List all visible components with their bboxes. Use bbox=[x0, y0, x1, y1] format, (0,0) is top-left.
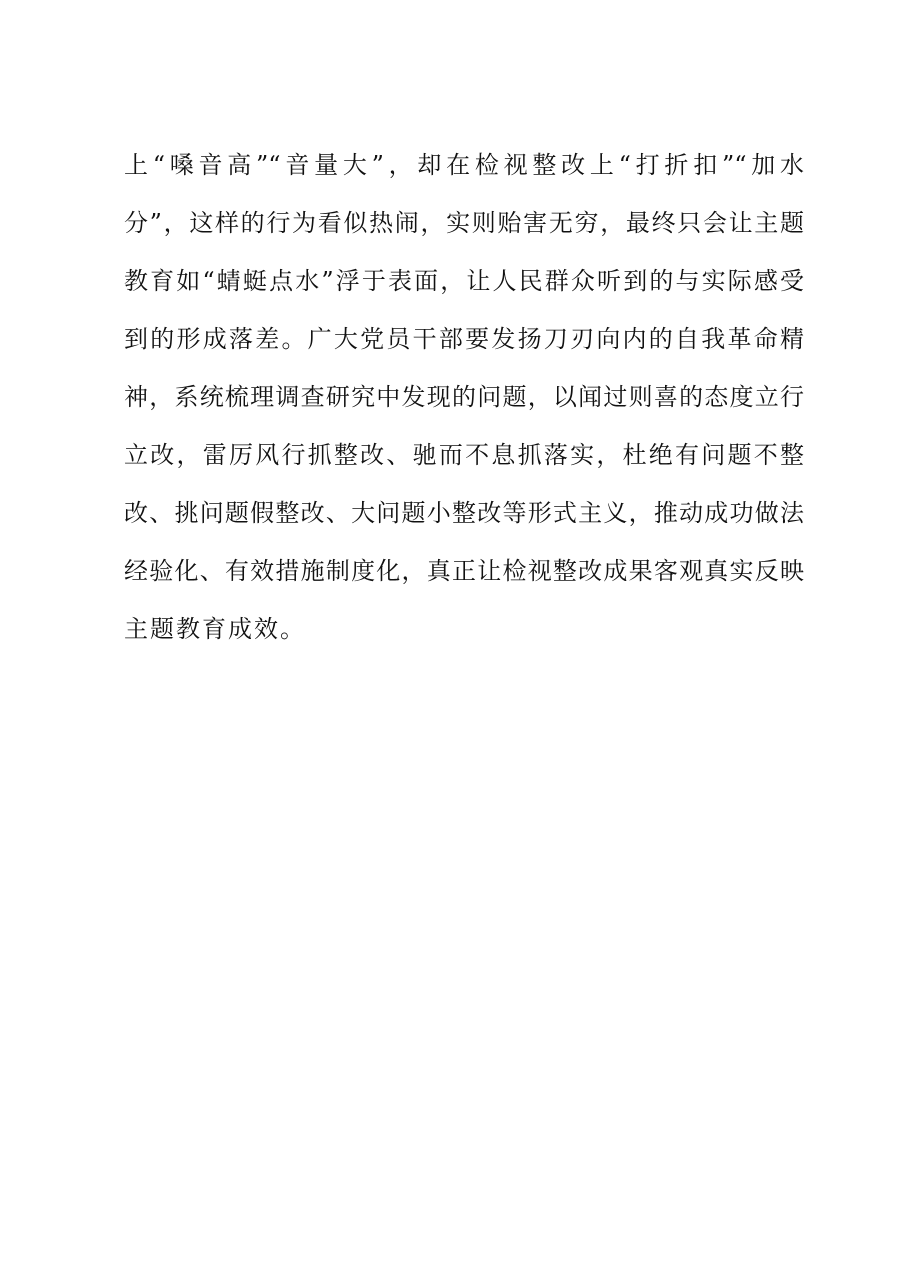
paragraph-line: 神，系统梳理调查研究中发现的问题，以闻过则喜的态度立行 bbox=[124, 383, 804, 411]
paragraph-line: 到的形成落差。广大党员干部要发扬刀刃向内的自我革命精 bbox=[124, 325, 804, 353]
paragraph-line: 分”，这样的行为看似热闹，实则贻害无穷，最终只会让主题 bbox=[124, 209, 804, 237]
paragraph-line: 上“嗓音高”“音量大”，却在检视整改上“打折扣”“加水 bbox=[124, 151, 804, 179]
paragraph-line: 改、挑问题假整改、大问题小整改等形式主义，推动成功做法 bbox=[124, 499, 804, 527]
paragraph-line: 教育如“蜻蜓点水”浮于表面，让人民群众听到的与实际感受 bbox=[124, 267, 804, 295]
paragraph-line: 立改，雷厉风行抓整改、驰而不息抓落实，杜绝有问题不整 bbox=[124, 441, 804, 469]
paragraph-line: 经验化、有效措施制度化，真正让检视整改成果客观真实反映 bbox=[124, 557, 804, 585]
paragraph-line: 主题教育成效。 bbox=[124, 615, 306, 643]
body-paragraph bbox=[124, 146, 804, 668]
